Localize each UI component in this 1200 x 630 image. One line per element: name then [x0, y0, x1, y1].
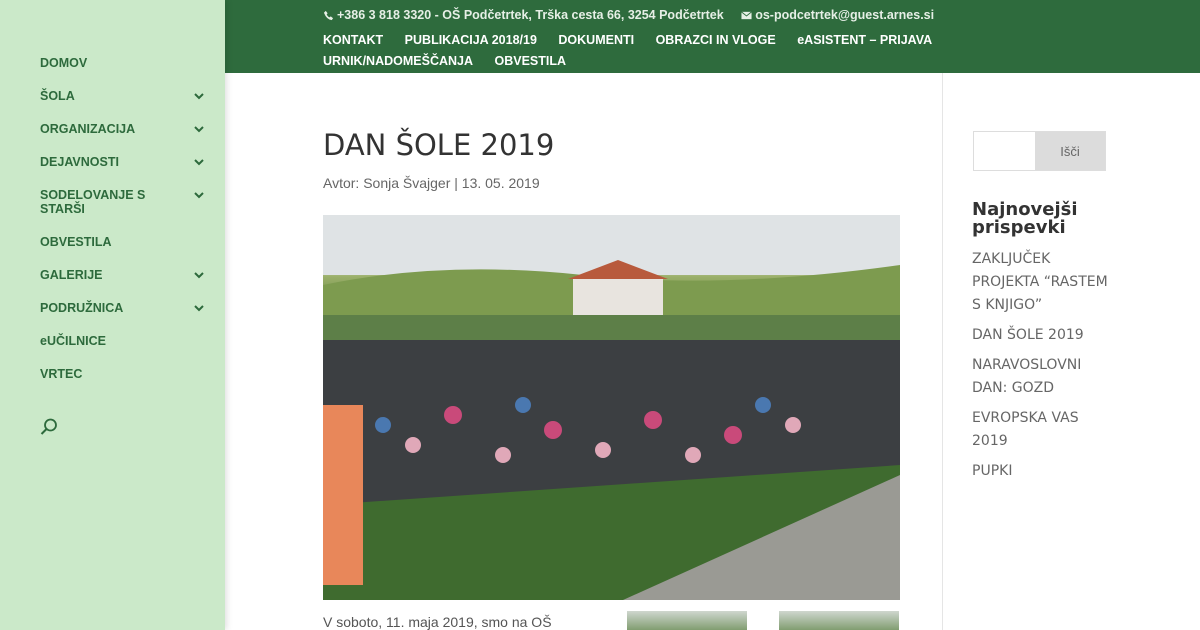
- sidebar-nav: [40, 56, 210, 400]
- recent-post-link[interactable]: NARAVOSLOVNI DAN: GOZD: [972, 357, 1082, 396]
- recent-post-link[interactable]: EVROPSKA VAS 2019: [972, 410, 1079, 449]
- chevron-down-icon[interactable]: [193, 302, 205, 314]
- recent-posts-title: Najnovejši prispevki: [972, 199, 1078, 238]
- email-info[interactable]: [741, 8, 934, 22]
- mail-icon: [741, 10, 752, 21]
- top-nav-urnik[interactable]: URNIK/NADOMEŠČANJA: [323, 54, 474, 68]
- top-nav-dokumenti[interactable]: DOKUMENTI: [558, 33, 635, 47]
- chevron-down-icon[interactable]: [193, 189, 205, 201]
- top-nav-publikacija[interactable]: PUBLIKACIJA 2018/19: [404, 33, 537, 47]
- search-input[interactable]: [974, 132, 1037, 170]
- content-divider: [942, 73, 943, 630]
- sidebar-item-label: DEJAVNOSTI: [40, 155, 119, 169]
- search-widget: [973, 131, 1106, 171]
- sidebar-item-label: GALERIJE: [40, 268, 103, 282]
- crowd-photo-illustration: [323, 215, 900, 600]
- page-title: DAN ŠOLE 2019: [323, 128, 555, 162]
- chevron-down-icon[interactable]: [193, 269, 205, 281]
- sidebar-item-label: ORGANIZACIJA: [40, 122, 136, 136]
- sidebar-item-organizacija[interactable]: [40, 122, 210, 136]
- sidebar-item-eucilnice[interactable]: [40, 334, 210, 348]
- post-featured-image[interactable]: [323, 215, 900, 600]
- top-nav-easistent[interactable]: eASISTENT – PRIJAVA: [797, 33, 933, 47]
- sidebar-item-label: SODELOVANJE S STARŠI: [40, 188, 146, 216]
- search-button[interactable]: Išči: [1035, 132, 1105, 170]
- recent-posts-list: [972, 248, 1112, 490]
- sidebar-item-label: eUČILNICE: [40, 334, 106, 348]
- sidebar-item-label: PODRUŽNICA: [40, 301, 124, 315]
- sidebar-item-galerije[interactable]: [40, 268, 210, 282]
- sidebar-item-podruznica[interactable]: [40, 301, 210, 315]
- sidebar: [0, 0, 225, 630]
- sidebar-item-vrtec[interactable]: [40, 367, 210, 381]
- post-meta: Avtor: Sonja Švajger | 13. 05. 2019: [323, 175, 540, 191]
- gallery-thumbnail[interactable]: [779, 611, 899, 630]
- top-nav-obrazci[interactable]: OBRAZCI IN VLOGE: [655, 33, 776, 47]
- sidebar-item-label: VRTEC: [40, 367, 83, 381]
- gallery-thumbnail[interactable]: [627, 611, 747, 630]
- recent-post-link[interactable]: ZAKLJUČEK PROJEKTA “RASTEM S KNJIGO”: [972, 251, 1108, 313]
- sidebar-item-sola[interactable]: [40, 89, 210, 103]
- contact-info: [323, 8, 948, 24]
- chevron-down-icon[interactable]: [193, 123, 205, 135]
- top-nav-obvestila[interactable]: OBVESTILA: [494, 54, 567, 68]
- sidebar-item-dejavnosti[interactable]: [40, 155, 210, 169]
- sidebar-item-sodelovanje[interactable]: [40, 188, 210, 216]
- phone-info: [323, 8, 724, 22]
- top-nav-kontakt[interactable]: KONTAKT: [323, 33, 384, 47]
- sidebar-item-obvestila[interactable]: [40, 235, 210, 249]
- chevron-down-icon[interactable]: [193, 90, 205, 102]
- email-text: os-podcetrtek@guest.arnes.si: [755, 8, 935, 22]
- chevron-down-icon[interactable]: [193, 156, 205, 168]
- sidebar-item-label: OBVESTILA: [40, 235, 112, 249]
- recent-post-link[interactable]: PUPKI: [972, 463, 1013, 479]
- top-nav: [323, 30, 1063, 72]
- sidebar-item-domov[interactable]: [40, 56, 210, 70]
- recent-post-link[interactable]: DAN ŠOLE 2019: [972, 327, 1084, 343]
- top-header: [225, 0, 1200, 73]
- post-excerpt: V soboto, 11. maja 2019, smo na OŠ: [323, 614, 552, 630]
- sidebar-item-label: DOMOV: [40, 56, 88, 70]
- sidebar-item-label: ŠOLA: [40, 89, 75, 103]
- phone-icon: [323, 10, 334, 21]
- phone-text: +386 3 818 3320 - OŠ Podčetrtek, Trška cesta 66, 3254 Podčetrtek: [337, 8, 724, 22]
- search-icon[interactable]: [40, 418, 60, 438]
